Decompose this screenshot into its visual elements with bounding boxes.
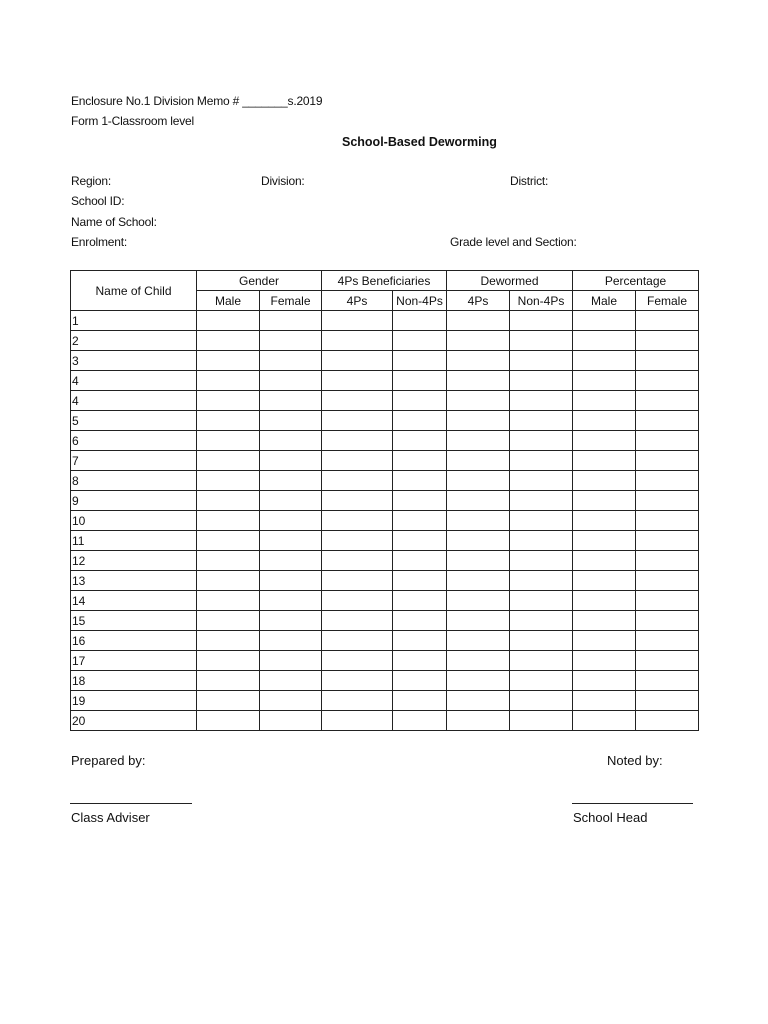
- table-cell[interactable]: [322, 611, 393, 631]
- table-cell[interactable]: [322, 531, 393, 551]
- table-body: [71, 311, 699, 731]
- table-cell[interactable]: [447, 611, 510, 631]
- table-cell[interactable]: [197, 651, 260, 671]
- table-cell[interactable]: [197, 591, 260, 611]
- table-cell[interactable]: [510, 651, 573, 671]
- row-number: 19: [71, 691, 197, 711]
- table-cell[interactable]: [510, 631, 573, 651]
- table-cell[interactable]: [636, 371, 699, 391]
- head-signature-line: [572, 803, 693, 804]
- table-cell[interactable]: [322, 331, 393, 351]
- table-cell[interactable]: [260, 651, 322, 671]
- table-cell[interactable]: [260, 391, 322, 411]
- table-cell[interactable]: [393, 691, 447, 711]
- table-cell[interactable]: [393, 631, 447, 651]
- table-cell[interactable]: [197, 411, 260, 431]
- table-cell[interactable]: [322, 351, 393, 371]
- table-cell[interactable]: [447, 631, 510, 651]
- table-cell[interactable]: [322, 471, 393, 491]
- table-cell[interactable]: [636, 511, 699, 531]
- table-cell[interactable]: [447, 311, 510, 331]
- table-cell[interactable]: [197, 511, 260, 531]
- table-cell[interactable]: [573, 591, 636, 611]
- table-cell[interactable]: [447, 391, 510, 411]
- form-level-line: Form 1-Classroom level: [71, 114, 194, 128]
- table-cell[interactable]: [393, 331, 447, 351]
- row-number: 9: [71, 491, 197, 511]
- table-cell[interactable]: [510, 591, 573, 611]
- table-cell[interactable]: [322, 411, 393, 431]
- table-cell[interactable]: [322, 451, 393, 471]
- row-number: 7: [71, 451, 197, 471]
- subheader-non-4ps: Non-4Ps: [393, 291, 447, 311]
- table-cell[interactable]: [573, 511, 636, 531]
- table-cell[interactable]: [573, 351, 636, 371]
- table-row: [71, 631, 699, 651]
- table-cell[interactable]: [197, 451, 260, 471]
- table-cell[interactable]: [510, 451, 573, 471]
- row-number: 17: [71, 651, 197, 671]
- table-cell[interactable]: [197, 391, 260, 411]
- subheader-4ps: 4Ps: [322, 291, 393, 311]
- school-head-label: School Head: [573, 810, 648, 825]
- class-adviser-label: Class Adviser: [71, 810, 150, 825]
- table-cell[interactable]: [510, 531, 573, 551]
- table-cell[interactable]: [573, 571, 636, 591]
- table-cell[interactable]: [636, 671, 699, 691]
- row-number: 15: [71, 611, 197, 631]
- row-number: 2: [71, 331, 197, 351]
- table-cell[interactable]: [393, 711, 447, 731]
- table-cell[interactable]: [573, 311, 636, 331]
- table-cell[interactable]: [636, 531, 699, 551]
- table-cell[interactable]: [197, 351, 260, 371]
- table-cell[interactable]: [260, 331, 322, 351]
- table-cell[interactable]: [636, 431, 699, 451]
- table-cell[interactable]: [447, 511, 510, 531]
- table-cell[interactable]: [636, 471, 699, 491]
- table-cell[interactable]: [510, 691, 573, 711]
- table-cell[interactable]: [447, 691, 510, 711]
- table-cell[interactable]: [260, 611, 322, 631]
- table-cell[interactable]: [573, 491, 636, 511]
- table-cell[interactable]: [447, 531, 510, 551]
- table-cell[interactable]: [322, 571, 393, 591]
- table-row: [71, 591, 699, 611]
- table-cell[interactable]: [197, 611, 260, 631]
- table-cell[interactable]: [447, 431, 510, 451]
- table-cell[interactable]: [197, 571, 260, 591]
- table-cell[interactable]: [510, 491, 573, 511]
- subheader-female: Female: [260, 291, 322, 311]
- subheader-male: Male: [197, 291, 260, 311]
- table-cell[interactable]: [510, 331, 573, 351]
- table-cell[interactable]: [322, 431, 393, 451]
- table-row: [71, 571, 699, 591]
- table-cell[interactable]: [510, 411, 573, 431]
- table-cell[interactable]: [322, 371, 393, 391]
- prepared-by-label: Prepared by:: [71, 753, 146, 768]
- table-cell[interactable]: [393, 371, 447, 391]
- table-row: [71, 691, 699, 711]
- adviser-signature-line: [70, 803, 192, 804]
- table-cell[interactable]: [447, 591, 510, 611]
- table-cell[interactable]: [322, 691, 393, 711]
- table-cell[interactable]: [197, 671, 260, 691]
- district-label: District:: [510, 174, 549, 188]
- table-cell[interactable]: [447, 331, 510, 351]
- table-cell[interactable]: [197, 491, 260, 511]
- table-cell[interactable]: [636, 711, 699, 731]
- table-cell[interactable]: [573, 651, 636, 671]
- table-cell[interactable]: [510, 671, 573, 691]
- table-cell[interactable]: [573, 431, 636, 451]
- table-row: [71, 351, 699, 371]
- table-cell[interactable]: [197, 431, 260, 451]
- table-cell[interactable]: [636, 351, 699, 371]
- table-cell[interactable]: [260, 451, 322, 471]
- row-number: 1: [71, 311, 197, 331]
- table-cell[interactable]: [573, 631, 636, 651]
- table-cell[interactable]: [260, 551, 322, 571]
- school-id-label: School ID:: [71, 194, 125, 208]
- division-label: Division:: [261, 174, 305, 188]
- table-cell[interactable]: [260, 371, 322, 391]
- table-cell[interactable]: [393, 511, 447, 531]
- row-number: 20: [71, 711, 197, 731]
- table-cell[interactable]: [322, 591, 393, 611]
- row-number: 14: [71, 591, 197, 611]
- enrolment-label: Enrolment:: [71, 235, 128, 249]
- name-of-child-header: Name of Child: [71, 271, 197, 311]
- table-row: [71, 671, 699, 691]
- table-cell[interactable]: [322, 551, 393, 571]
- table-cell[interactable]: [393, 411, 447, 431]
- percentage-header: Percentage: [573, 271, 699, 291]
- subheader-percentage-female: Female: [636, 291, 699, 311]
- table-cell[interactable]: [636, 651, 699, 671]
- table-row: [71, 471, 699, 491]
- table-cell[interactable]: [447, 711, 510, 731]
- table-cell[interactable]: [197, 531, 260, 551]
- table-cell[interactable]: [197, 331, 260, 351]
- table-cell[interactable]: [260, 411, 322, 431]
- table-row: [71, 491, 699, 511]
- table-row: [71, 411, 699, 431]
- table-cell[interactable]: [260, 591, 322, 611]
- table-cell[interactable]: [510, 431, 573, 451]
- table-cell[interactable]: [393, 611, 447, 631]
- table-cell[interactable]: [260, 471, 322, 491]
- table-cell[interactable]: [322, 491, 393, 511]
- table-cell[interactable]: [510, 711, 573, 731]
- table-cell[interactable]: [573, 371, 636, 391]
- row-number: 6: [71, 431, 197, 451]
- table-cell[interactable]: [393, 391, 447, 411]
- table-cell[interactable]: [510, 611, 573, 631]
- table-cell[interactable]: [447, 491, 510, 511]
- table-cell[interactable]: [636, 571, 699, 591]
- subheader-dewormed-non-4ps: Non-4Ps: [510, 291, 573, 311]
- table-cell[interactable]: [636, 631, 699, 651]
- table-row: [71, 531, 699, 551]
- table-cell[interactable]: [573, 451, 636, 471]
- table-row: [71, 371, 699, 391]
- table-cell[interactable]: [322, 651, 393, 671]
- row-number: 18: [71, 671, 197, 691]
- table-cell[interactable]: [393, 651, 447, 671]
- table-cell[interactable]: [393, 531, 447, 551]
- row-number: 4: [71, 391, 197, 411]
- enclosure-line: Enclosure No.1 Division Memo # _______s.2019: [71, 94, 323, 108]
- table-cell[interactable]: [573, 611, 636, 631]
- table-cell[interactable]: [197, 371, 260, 391]
- table-cell[interactable]: [197, 311, 260, 331]
- table-cell[interactable]: [393, 551, 447, 571]
- table-cell[interactable]: [260, 711, 322, 731]
- table-cell[interactable]: [393, 471, 447, 491]
- table-row: [71, 451, 699, 471]
- table-cell[interactable]: [636, 591, 699, 611]
- table-cell[interactable]: [636, 551, 699, 571]
- subheader-percentage-male: Male: [573, 291, 636, 311]
- table-cell[interactable]: [447, 351, 510, 371]
- table-cell[interactable]: [393, 571, 447, 591]
- table-cell[interactable]: [260, 691, 322, 711]
- table-row: [71, 511, 699, 531]
- table-cell[interactable]: [393, 671, 447, 691]
- table-cell[interactable]: [260, 311, 322, 331]
- table-cell[interactable]: [573, 391, 636, 411]
- table-cell[interactable]: [260, 631, 322, 651]
- table-cell[interactable]: [573, 671, 636, 691]
- table-cell[interactable]: [573, 331, 636, 351]
- table-cell[interactable]: [510, 391, 573, 411]
- row-number: 13: [71, 571, 197, 591]
- noted-by-label: Noted by:: [607, 753, 663, 768]
- row-number: 5: [71, 411, 197, 431]
- table-row: [71, 391, 699, 411]
- table-cell[interactable]: [573, 711, 636, 731]
- table-cell[interactable]: [573, 531, 636, 551]
- table-cell[interactable]: [393, 311, 447, 331]
- table-cell[interactable]: [573, 691, 636, 711]
- table-cell[interactable]: [260, 571, 322, 591]
- table-cell[interactable]: [322, 711, 393, 731]
- table-cell[interactable]: [260, 491, 322, 511]
- table-cell[interactable]: [393, 431, 447, 451]
- table-cell[interactable]: [447, 551, 510, 571]
- table-cell[interactable]: [510, 351, 573, 371]
- table-cell[interactable]: [322, 511, 393, 531]
- table-cell[interactable]: [393, 591, 447, 611]
- table-cell[interactable]: [447, 411, 510, 431]
- document-title: School-Based Deworming: [342, 135, 497, 149]
- table-cell[interactable]: [393, 351, 447, 371]
- table-cell[interactable]: [197, 471, 260, 491]
- row-number: 12: [71, 551, 197, 571]
- row-number: 16: [71, 631, 197, 651]
- table-cell[interactable]: [636, 611, 699, 631]
- table-cell[interactable]: [447, 471, 510, 491]
- table-cell[interactable]: [636, 331, 699, 351]
- school-name-label: Name of School:: [71, 215, 157, 229]
- table-cell[interactable]: [393, 491, 447, 511]
- table-row: [71, 611, 699, 631]
- row-number: 8: [71, 471, 197, 491]
- row-number: 3: [71, 351, 197, 371]
- table-cell[interactable]: [197, 691, 260, 711]
- table-row: [71, 711, 699, 731]
- table-cell[interactable]: [510, 511, 573, 531]
- table-cell[interactable]: [636, 451, 699, 471]
- row-number: 4: [71, 371, 197, 391]
- table-cell[interactable]: [447, 451, 510, 471]
- dewormed-header: Dewormed: [447, 271, 573, 291]
- table-cell[interactable]: [197, 551, 260, 571]
- table-cell[interactable]: [260, 531, 322, 551]
- row-number: 10: [71, 511, 197, 531]
- table-cell[interactable]: [322, 631, 393, 651]
- table-row: [71, 431, 699, 451]
- table-cell[interactable]: [447, 651, 510, 671]
- table-cell[interactable]: [447, 571, 510, 591]
- table-cell[interactable]: [322, 311, 393, 331]
- table-cell[interactable]: [393, 451, 447, 471]
- table-cell[interactable]: [573, 411, 636, 431]
- table-cell[interactable]: [322, 671, 393, 691]
- table-cell[interactable]: [447, 671, 510, 691]
- table-cell[interactable]: [636, 691, 699, 711]
- row-number: 11: [71, 531, 197, 551]
- table-cell[interactable]: [197, 631, 260, 651]
- gender-header: Gender: [197, 271, 322, 291]
- table-cell[interactable]: [447, 371, 510, 391]
- table-cell[interactable]: [197, 711, 260, 731]
- table-cell[interactable]: [573, 471, 636, 491]
- deworming-table: [70, 270, 699, 731]
- table-cell[interactable]: [510, 571, 573, 591]
- table-cell[interactable]: [636, 391, 699, 411]
- table-cell[interactable]: [510, 371, 573, 391]
- table-cell[interactable]: [260, 671, 322, 691]
- grade-section-label: Grade level and Section:: [450, 235, 577, 249]
- table-row: [71, 311, 699, 331]
- table-row: [71, 331, 699, 351]
- table-row: [71, 651, 699, 671]
- table-cell[interactable]: [636, 311, 699, 331]
- 4ps-beneficiaries-header: 4Ps Beneficiaries: [322, 271, 447, 291]
- table-cell[interactable]: [260, 431, 322, 451]
- table-cell[interactable]: [260, 351, 322, 371]
- table-cell[interactable]: [510, 551, 573, 571]
- table-cell[interactable]: [636, 491, 699, 511]
- table-row: [71, 551, 699, 571]
- table-cell[interactable]: [573, 551, 636, 571]
- table-cell[interactable]: [510, 471, 573, 491]
- table-cell[interactable]: [260, 511, 322, 531]
- table-cell[interactable]: [636, 411, 699, 431]
- region-label: Region:: [71, 174, 111, 188]
- table-cell[interactable]: [322, 391, 393, 411]
- table-cell[interactable]: [510, 311, 573, 331]
- subheader-dewormed-4ps: 4Ps: [447, 291, 510, 311]
